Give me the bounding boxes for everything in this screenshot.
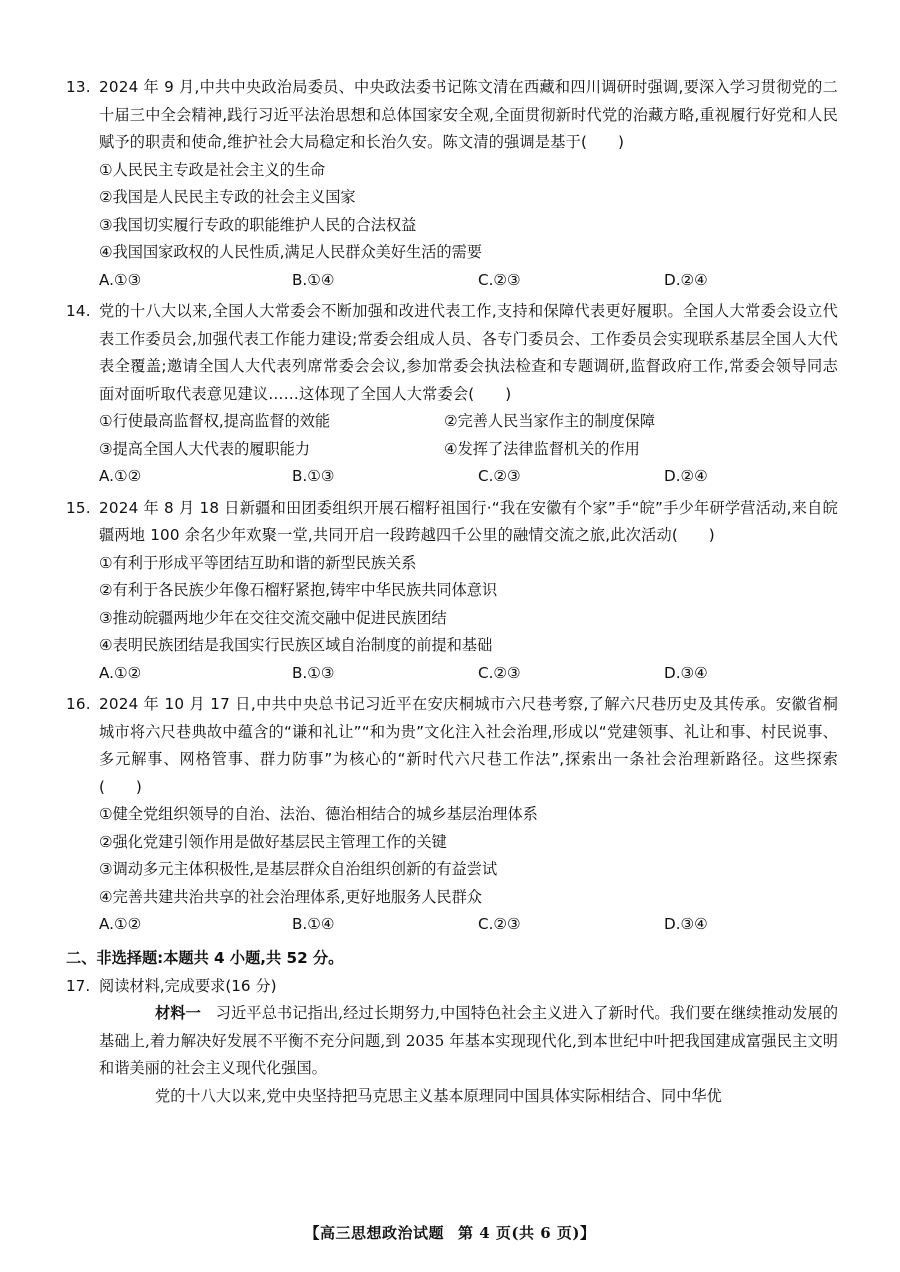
material-text: 党的十八大以来,党中央坚持把马克思主义基本原理同中国具体实际相结合、同中华优 [155,1086,722,1105]
question-stem: 党的十八大以来,全国人大常委会不断加强和改进代表工作,支持和保障代表更好履职。全国人大常委会设立代表工作委员会,加强代表工作能力建设;常委会组成人员、各专门委员会、工作委员会实现联系基层全国人大代表全覆盖;邀请全国人大代表列席常委会会议,参加常委会执法检查和专题调研,监督政府工作,常委会领导同志面对面听取代表意见建议……这体现了全国人大常委会( ) [99,302,838,403]
question-13 [66,74,838,294]
question-17-header [66,973,838,1001]
question-option-item: ③推动皖疆两地少年在交往交流交融中促进民族团结 [99,608,447,627]
answer-choices [66,267,838,295]
question-number: 17. [66,976,91,995]
material-paragraph [99,1000,838,1083]
choice-d[interactable]: D.③④ [664,915,708,933]
question-option-item: ③我国切实履行专政的职能维护人民的合法权益 [99,215,417,234]
choice-c[interactable]: C.②③ [478,915,521,933]
choice-b[interactable]: B.①④ [292,270,335,289]
page-content [66,74,838,1110]
question-option-item: ②强化党建引领作用是做好基层民主管理工作的关键 [99,832,447,851]
question-option-item: ③调动多元主体积极性,是基层群众自治组织创新的有益尝试 [99,860,498,878]
answer-choices [66,911,838,939]
choice-b[interactable]: B.①③ [292,663,335,682]
question-option-item: ④我国国家政权的人民性质,满足人民群众美好生活的需要 [99,243,482,261]
question-option-row [66,436,838,464]
question-option-item: ④表明民族团结是我国实行民族区域自治制度的前提和基础 [99,636,493,654]
choice-c[interactable]: C.②③ [478,270,521,289]
question-option-item: ②完善人民当家作主的制度保障 [444,412,656,430]
choice-d[interactable]: D.②④ [664,270,708,289]
question-16 [66,691,838,939]
question-number: 16. [66,695,91,713]
question-option-item: ④发挥了法律监督机关的作用 [444,439,640,458]
question-stem: 2024 年 9 月,中共中央政治局委员、中央政法委书记陈文清在西藏和四川调研时强调,要深入学习贯彻党的二十届三中全会精神,践行习近平法治思想和总体国家安全观,全面贯彻新时代党的治藏方略,重视履行好党和人民赋予的职责和使命,维护社会大局稳定和长治久安。陈文清的强调是基于( ) [99,78,838,151]
page-footer [0,1222,900,1243]
question-option-item: ③提高全国人大代表的履职能力 [99,439,311,458]
question-option-row [66,408,838,436]
section-heading: 二、非选择题:本题共 4 小题,共 52 分。 [66,948,344,967]
footer-title: 【高三思想政治试题 [304,1224,445,1242]
material-label: 材料一 [155,1004,201,1022]
answer-choices [66,463,838,491]
question-option-item: ②有利于各民族少年像石榴籽紧抱,铸牢中华民族共同体意识 [99,581,498,599]
question-option-item: ②我国是人民民主专政的社会主义国家 [99,188,356,206]
choice-a[interactable]: A.①② [99,467,142,485]
choice-c[interactable]: C.②③ [478,467,521,485]
answer-choices [66,660,838,688]
question-stem: 2024 年 10 月 17 日,中共中央总书记习近平在安庆桐城市六尺巷考察,了解六尺巷历史及其传承。安徽省桐城市将六尺巷典故中蕴含的“谦和礼让”“和为贵”文化注入社会治理,形成以“党建领事、礼让和事、村民说事、多元解事、网格管事、群力防事”为核心的“新时代六尺巷工作法”,探索出一条社会治理新路径。这些探索( ) [99,695,838,796]
question-14 [66,298,838,491]
choice-d[interactable]: D.③④ [664,663,708,682]
material-paragraph [99,1083,838,1111]
choice-c[interactable]: C.②③ [478,663,521,682]
question-number: 14. [66,302,91,320]
question-number: 15. [66,498,91,517]
footer-page-number: 第 4 页(共 6 页)】 [458,1224,596,1242]
choice-d[interactable]: D.②④ [664,467,708,485]
choice-a[interactable]: A.①② [99,915,142,933]
question-title: 阅读材料,完成要求(16 分) [99,976,277,995]
question-stem: 2024 年 8 月 18 日新疆和田团委组织开展石榴籽祖国行·“我在安徽有个家”手“皖”手少年研学营活动,来自皖疆两地 100 余名少年欢聚一堂,共同开启一段跨越四千公里的融情交流之旅,此次活动( ) [99,498,838,544]
question-option-item: ④完善共建共治共享的社会治理体系,更好地服务人民群众 [99,887,482,906]
choice-b[interactable]: B.①④ [292,915,335,933]
material-block [66,1000,838,1110]
choice-a[interactable]: A.①③ [99,270,142,289]
question-option-item: ①健全党组织领导的自治、法治、德治相结合的城乡基层治理体系 [99,805,538,823]
question-option-item: ①行使最高监督权,提高监督的效能 [99,412,331,430]
material-text: 习近平总书记指出,经过长期努力,中国特色社会主义进入了新时代。我们要在继续推动发展的基础上,着力解决好发展不平衡不充分问题,到 2035 年基本实现现代化,到本世纪中叶把我国建成富强民主文明和谐美丽的社会主义现代化强国。 [99,1004,839,1077]
question-option-item: ①人民民主专政是社会主义的生命 [99,160,326,179]
question-number: 13. [66,78,91,96]
choice-a[interactable]: A.①② [99,663,142,682]
question-15 [66,495,838,688]
question-option-item: ①有利于形成平等团结互助和谐的新型民族关系 [99,553,417,572]
choice-b[interactable]: B.①③ [292,467,335,485]
